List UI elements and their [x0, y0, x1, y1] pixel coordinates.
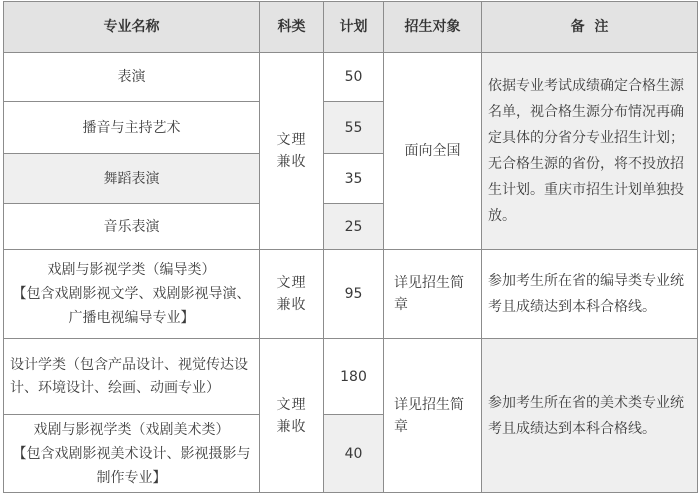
major-name — [4, 250, 260, 339]
major-name: 播音与主持艺术 — [4, 102, 260, 154]
major-name: 设计学类（包含产品设计、视觉传达设计、环境设计、绘画、动画专业） — [4, 339, 260, 415]
header-target: 招生对象 — [384, 2, 482, 53]
header-category: 科类 — [260, 2, 324, 53]
remarks-cell: 参加考生所在省的编导类专业统考且成绩达到本科合格线。 — [482, 250, 698, 339]
major-name: 表演 — [4, 53, 260, 102]
table-row — [4, 53, 698, 102]
category-cell: 文理兼收 — [260, 250, 324, 339]
remarks-cell: 依据专业考试成绩确定合格生源名单，视合格生源分布情况再确定具体的分省分专业招生计划；无合格生源的省份，将不投放招生计划。重庆市招生计划单独投放。 — [482, 53, 698, 250]
target-cell: 详见招生简章 — [384, 250, 482, 339]
plan-cell: 95 — [324, 250, 384, 339]
target-cell: 面向全国 — [384, 53, 482, 250]
major-name-line2: 【包含戏剧影视美术设计、影视摄影与制作专业】 — [12, 445, 251, 486]
plan-cell: 55 — [324, 102, 384, 154]
table-row — [4, 250, 698, 339]
major-name-line1: 戏剧与影视学类（戏剧美术类） — [33, 421, 230, 438]
target-cell: 详见招生简章 — [384, 339, 482, 493]
major-name-line2: 【包含戏剧影视文学、戏剧影视导演、广播电视编导专业】 — [12, 286, 251, 326]
admissions-table — [3, 1, 698, 493]
remarks-cell: 参加考生所在省的美术类专业统考且成绩达到本科合格线。 — [482, 339, 698, 493]
header-plan: 计划 — [324, 2, 384, 53]
major-name-line1: 戏剧与影视学类（编导类） — [47, 262, 216, 278]
table-row — [4, 339, 698, 415]
plan-cell: 180 — [324, 339, 384, 415]
plan-cell: 50 — [324, 53, 384, 102]
category-cell: 文理兼收 — [260, 53, 324, 250]
plan-cell: 35 — [324, 154, 384, 204]
major-name: 音乐表演 — [4, 204, 260, 250]
plan-cell: 40 — [324, 415, 384, 493]
header-remarks: 备 注 — [482, 2, 698, 53]
header-row — [4, 2, 698, 53]
plan-cell: 25 — [324, 204, 384, 250]
major-name: 舞蹈表演 — [4, 154, 260, 204]
header-major: 专业名称 — [4, 2, 260, 53]
major-name — [4, 415, 260, 493]
category-cell: 文理兼收 — [260, 339, 324, 493]
